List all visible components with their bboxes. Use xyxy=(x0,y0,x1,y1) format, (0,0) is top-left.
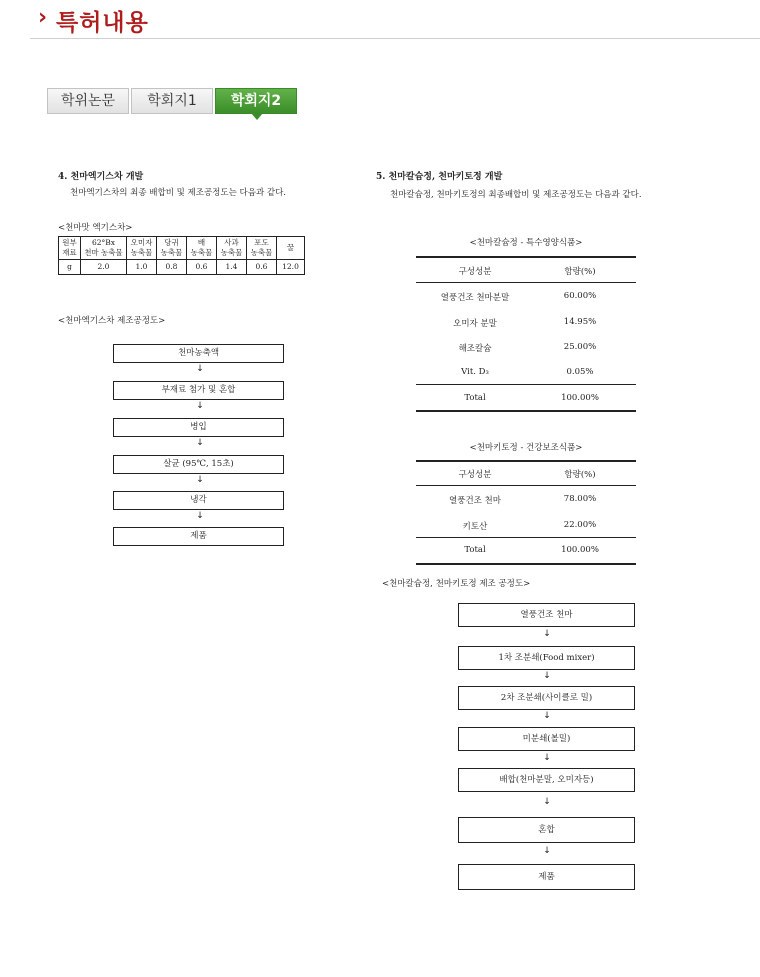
arrow-down-icon: ↓ xyxy=(543,797,551,807)
header-divider xyxy=(30,38,760,39)
tab-bar xyxy=(47,88,297,114)
arrow-down-icon: ↓ xyxy=(196,511,204,521)
table-total-value: 100.00% xyxy=(561,545,599,555)
tab-journal-1[interactable]: 학회지1 xyxy=(131,88,213,114)
table-total-value: 100.00% xyxy=(561,393,599,403)
flow-step: 열풍건조 천마 xyxy=(458,603,635,627)
flow-step: 부재료 첨가 및 혼합 xyxy=(113,381,284,400)
flow-step: 2차 조분쇄(사이클로 밀) xyxy=(458,686,635,710)
flow-step: 제품 xyxy=(113,527,284,546)
table-cell: 12.0 xyxy=(277,260,305,275)
table-rule xyxy=(416,282,636,283)
table-cell: 키토산 xyxy=(462,522,488,532)
table-cell: 꿀 xyxy=(277,237,305,260)
table-row xyxy=(59,260,305,275)
table-cell: 열풍건조 천마분말 xyxy=(440,293,510,303)
col-header: 함량(%) xyxy=(564,470,596,480)
table-cell: 1.4 xyxy=(217,260,247,275)
arrow-down-icon: ↓ xyxy=(543,711,551,721)
flow-step: 배합(천마분말, 오미자등) xyxy=(458,768,635,792)
table-cell: 오미자 농축물 xyxy=(127,237,157,260)
table-cell: 포도 농축물 xyxy=(247,237,277,260)
arrow-down-icon: ↓ xyxy=(543,846,551,856)
chito-table-caption: <천마키토정 - 건강보조식품> xyxy=(469,443,583,453)
tab-journal-2-label: 학회지2 xyxy=(230,93,282,109)
col-header: 구성성분 xyxy=(458,267,492,277)
tab-journal-2[interactable] xyxy=(215,88,297,114)
page-header xyxy=(0,0,760,40)
flow-step: 천마농축액 xyxy=(113,344,284,363)
flow-step: 1차 조분쇄(Food mixer) xyxy=(458,646,635,670)
col-header: 함량(%) xyxy=(564,267,596,277)
chito-table xyxy=(416,456,636,568)
page-title: 특허내용 xyxy=(56,9,149,36)
table-cell: Vit. D₃ xyxy=(461,367,489,377)
chevron-right-icon: › xyxy=(38,5,48,30)
flow-step: 살균 (95℃, 15초) xyxy=(113,455,284,474)
arrow-down-icon: ↓ xyxy=(196,364,204,374)
table-rule xyxy=(416,460,636,462)
table-cell: 사과 농축물 xyxy=(217,237,247,260)
section-4-paragraph: 천마엑기스차의 최종 배합비 및 제조공정도는 다음과 같다. xyxy=(70,188,286,198)
table-cell: g xyxy=(59,260,81,275)
table-cell: 2.0 xyxy=(81,260,127,275)
table-cell: 원부 재료 xyxy=(59,237,81,260)
arrow-down-icon: ↓ xyxy=(543,671,551,681)
arrow-down-icon: ↓ xyxy=(196,475,204,485)
arrow-down-icon: ↓ xyxy=(196,438,204,448)
arrow-down-icon: ↓ xyxy=(543,753,551,763)
flow-step: 제품 xyxy=(458,864,635,890)
table-rule xyxy=(416,537,636,538)
table-cell: 오미자 분말 xyxy=(453,319,497,329)
table-cell: 22.00% xyxy=(563,520,597,530)
table-cell: 열풍건조 천마 xyxy=(449,496,501,506)
arrow-down-icon: ↓ xyxy=(196,401,204,411)
tab-thesis[interactable]: 학위논문 xyxy=(47,88,129,114)
calcium-table-caption: <천마칼슘정 - 특수영양식품> xyxy=(469,238,583,248)
section-5-paragraph: 천마칼슘정, 천마키토정의 최종배합비 및 제조공정도는 다음과 같다. xyxy=(390,190,642,200)
recipe-table xyxy=(58,236,305,275)
table-cell: 0.8 xyxy=(157,260,187,275)
flow-step: 혼합 xyxy=(458,817,635,843)
table-cell: 0.05% xyxy=(566,367,594,377)
table-cell: 25.00% xyxy=(563,342,597,352)
table-cell: 배 농축물 xyxy=(187,237,217,260)
section-5-heading: 5. 천마칼슘정, 천마키토정 개발 xyxy=(376,172,503,182)
table-cell: 해조칼슘 xyxy=(458,344,492,354)
flow-step: 미분쇄(볼밀) xyxy=(458,727,635,751)
table-cell: 1.0 xyxy=(127,260,157,275)
table-rule xyxy=(416,563,636,565)
flow-step: 냉각 xyxy=(113,491,284,510)
table-cell: 0.6 xyxy=(247,260,277,275)
right-process-caption: <천마칼슘정, 천마키토정 제조 공정도> xyxy=(382,579,531,589)
flow-step: 병입 xyxy=(113,418,284,437)
table-total-label: Total xyxy=(464,393,486,403)
table-rule xyxy=(416,256,636,258)
table-cell: 14.95% xyxy=(563,317,597,327)
process-chart-caption: <천마엑기스차 제조공정도> xyxy=(58,316,166,326)
table-cell: 62°Bx 천마 농축물 xyxy=(81,237,127,260)
table-cell: 60.00% xyxy=(563,291,597,301)
col-header: 구성성분 xyxy=(458,470,492,480)
calcium-table xyxy=(416,252,636,414)
table-rule xyxy=(416,410,636,412)
section-4-heading: 4. 천마엑기스차 개발 xyxy=(58,172,144,182)
arrow-down-icon: ↓ xyxy=(543,629,551,639)
table-cell: 당귀 농축물 xyxy=(157,237,187,260)
recipe-table-caption: <천마맛 엑기스차> xyxy=(58,223,133,233)
table-total-label: Total xyxy=(464,545,486,555)
table-rule xyxy=(416,384,636,385)
active-tab-pointer xyxy=(251,113,263,120)
table-cell: 0.6 xyxy=(187,260,217,275)
table-rule xyxy=(416,485,636,486)
table-row xyxy=(59,237,305,260)
table-cell: 78.00% xyxy=(563,494,597,504)
